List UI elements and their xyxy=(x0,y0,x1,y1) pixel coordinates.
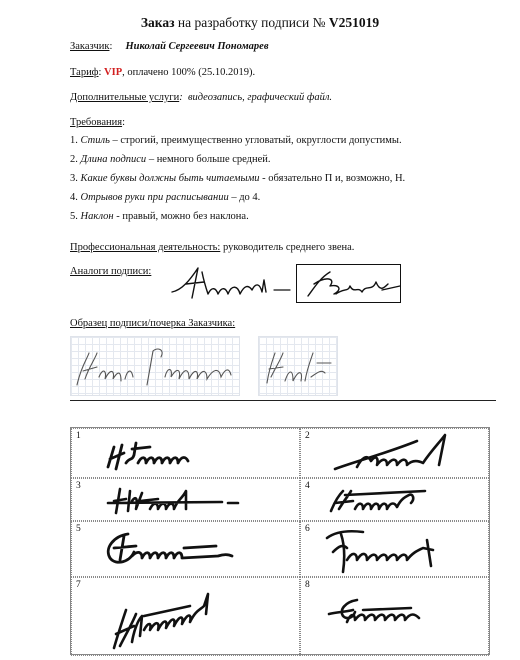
customer-name: Николай Сергеевич Пономарев xyxy=(125,41,269,52)
variant-cell: 5 xyxy=(71,521,300,577)
variant-cell: 1 xyxy=(71,428,300,478)
tariff-line: Тариф: VIP, оплачено 100% (25.10.2019). xyxy=(70,67,256,78)
requirement-item: 5. Наклон - правый, можно без наклона. xyxy=(70,211,249,222)
requirement-item: 3. Какие буквы должны быть читаемыми - обязательно П и, возможно, Н. xyxy=(70,173,406,184)
analog-signature-2 xyxy=(296,264,406,310)
variant-signature-1 xyxy=(102,433,212,475)
analogs-heading: Аналоги подписи: xyxy=(70,266,152,277)
variant-signature-4 xyxy=(325,481,475,521)
variant-cell: 8 xyxy=(300,577,489,656)
customer-sample-image-2 xyxy=(258,336,338,396)
tariff-badge: VIP xyxy=(104,67,123,78)
variant-signature-7 xyxy=(104,586,254,656)
variant-cell: 6 xyxy=(300,521,489,577)
samples-heading: Образец подписи/почерка Заказчика: xyxy=(70,318,236,329)
variant-cell: 7 xyxy=(71,577,300,656)
variant-cell: 3 xyxy=(71,478,300,521)
profession-line: Профессиональная деятельность: руководитель среднего звена. xyxy=(70,242,355,253)
requirement-item: 2. Длина подписи – немного больше средней. xyxy=(70,154,271,165)
requirements-heading: Требования: xyxy=(70,117,125,128)
extras-line: Дополнительные услуги: видеозапись, графический файл. xyxy=(70,92,333,103)
variant-signature-6 xyxy=(323,524,483,578)
variant-cell: 2 xyxy=(300,428,489,478)
variant-signature-2 xyxy=(327,431,477,477)
variant-signature-8 xyxy=(323,584,483,644)
signature-variants-grid xyxy=(70,427,490,655)
requirement-item: 4. Отрывов руки при расписывании – до 4. xyxy=(70,192,261,203)
order-number: V251019 xyxy=(328,15,380,30)
requirement-item: 1. Стиль – строгий, преимущественно угловатый, округлости допустимы. xyxy=(70,135,402,146)
variant-signature-3 xyxy=(102,483,252,521)
variant-signature-5 xyxy=(100,526,260,576)
customer-line: Заказчик: Николай Сергеевич Пономарев xyxy=(70,41,269,52)
page-title: Заказ на разработку подписи № V251019 xyxy=(140,15,380,30)
analog-signature-1 xyxy=(168,262,293,302)
customer-sample-image xyxy=(70,336,240,396)
variant-cell: 4 xyxy=(300,478,489,521)
divider xyxy=(70,400,496,401)
